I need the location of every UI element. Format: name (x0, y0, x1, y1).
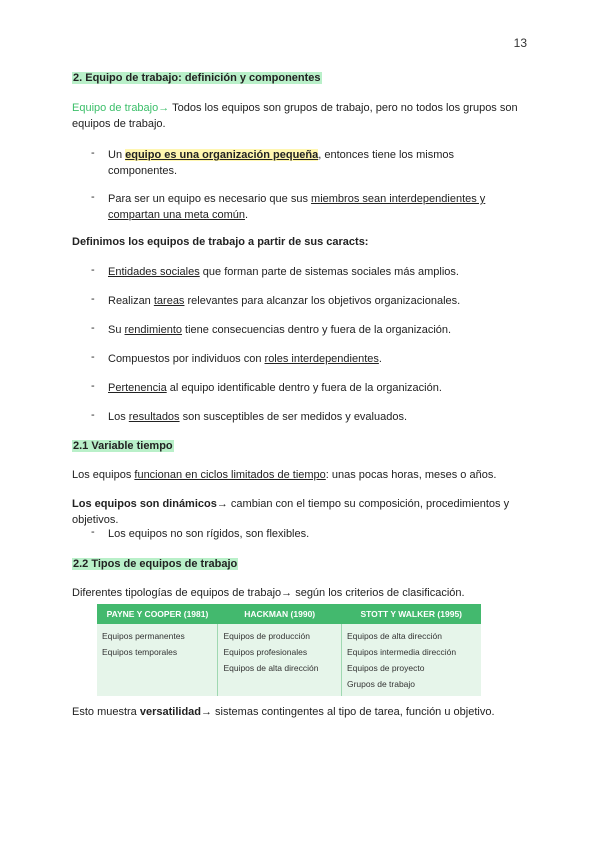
intro-paragraph (72, 100, 522, 132)
table-cell-item: Equipos profesionales (223, 647, 308, 657)
list-item (108, 351, 528, 367)
intro-text: Todos los equipos son grupos de trabajo, pero no todos los grupos son equipos de trabajo. (72, 102, 518, 130)
section-2-2-title (72, 556, 238, 572)
bullet-dash: - (91, 293, 95, 305)
bullet-underline: Pertenencia (108, 382, 167, 394)
text-post: → cambian con el tiempo su composición, procedimientos y objetivos. (72, 498, 510, 526)
bullet-dash: - (91, 526, 95, 538)
section-2-2-title-text: 2.2 Tipos de equipos de trabajo (73, 558, 238, 570)
bullet-dash: - (91, 409, 95, 421)
paragraph (72, 496, 532, 528)
bullet-post: . (244, 209, 249, 221)
table-header: PAYNE Y COOPER (1981) (97, 604, 218, 624)
bullet-pre: Su (108, 324, 125, 336)
intro-arrow: → (158, 102, 170, 114)
table-header: STOTT Y WALKER (1995) (341, 604, 481, 624)
bullet-pre: Compuestos por individuos con (108, 353, 265, 365)
bullet-dash: - (91, 322, 95, 334)
bullet-pre: Los (108, 411, 129, 423)
table-cell-item: Equipos de alta dirección (223, 663, 319, 673)
defin-title: Definimos los equipos de trabajo a partir de sus caracts: (72, 236, 369, 248)
page-number: 13 (513, 36, 527, 50)
text-bold: Los equipos son dinámicos (72, 498, 217, 510)
bullet-pre: Realizan (108, 295, 154, 307)
table-cell-item: Equipos permanentes (102, 631, 185, 641)
table-cell-item: Equipos de proyecto (346, 663, 425, 673)
section-title (72, 70, 322, 86)
bullet-pre: Para ser un equipo es necesario que sus (108, 193, 312, 205)
list-item (108, 264, 528, 280)
bullet-dash: - (91, 264, 95, 276)
text-underline: funcionan en ciclos limitados de tiempo (134, 469, 326, 481)
list-item (108, 147, 478, 179)
text-post: : unas pocas horas, meses o años. (325, 469, 497, 481)
section-2-1-title-text: 2.1 Variable tiempo (73, 440, 173, 452)
bullet-dash: - (91, 147, 95, 159)
bullet-underline: Entidades sociales (108, 266, 200, 278)
text-pre: Los equipos (72, 469, 135, 481)
section-2-1-title (72, 438, 174, 454)
bullet-post: al equipo identificable dentro y fuera de la organización. (166, 382, 442, 394)
table-cell (341, 624, 481, 696)
table-cell-item: Equipos de alta dirección (346, 631, 442, 641)
bullet-post: , entonces tiene los mismos componentes. (108, 149, 454, 177)
bullet-post: que forman parte de sistemas sociales más amplios. (199, 266, 459, 278)
bullet-post: tiene consecuencias dentro y fuera de la organización. (182, 324, 452, 336)
bullet-dash: - (91, 191, 95, 203)
table-cell-item: Equipos intermedia dirección (346, 647, 457, 657)
bullet-post: . (378, 353, 382, 365)
bullet-pre: Un (108, 149, 126, 161)
bullet-post: son susceptibles de ser medidos y evaluados. (179, 411, 408, 423)
bullet-underline: tareas (153, 295, 185, 307)
paragraph (72, 704, 532, 720)
table-cell (218, 624, 342, 696)
table-cell-item: Equipos de producción (223, 631, 310, 641)
text-bold: versatilidad (139, 706, 201, 718)
bullet-underline: miembros sean interdependientes y compartan una meta común (108, 193, 486, 221)
list-item (108, 409, 528, 425)
section-title-text: 2. Equipo de trabajo: definición y componentes (73, 72, 321, 84)
list-item (108, 293, 528, 309)
text-post: → sistemas contingentes al tipo de tarea, función u objetivo. (201, 706, 495, 718)
list-item (108, 191, 503, 223)
table-header: HACKMAN (1990) (218, 604, 342, 624)
bullet-dash: - (91, 351, 95, 363)
table-cell-item: Grupos de trabajo (346, 679, 416, 689)
bullet-underline: roles interdependientes (264, 353, 379, 365)
list-item (108, 380, 528, 396)
text-pre: Esto muestra (72, 706, 140, 718)
bullet-underline: resultados (128, 411, 180, 423)
list-item (108, 322, 528, 338)
table-cell (97, 624, 218, 696)
bullet-dash: - (91, 380, 95, 392)
list-item: Los equipos no son rígidos, son flexibles. (108, 528, 310, 540)
bullet-underline: rendimiento (124, 324, 182, 336)
bullet-highlight: equipo es una organización pequeña (125, 149, 319, 161)
intro-term: Equipo de trabajo (72, 102, 159, 114)
types-table (97, 604, 481, 696)
paragraph (72, 467, 532, 483)
paragraph: Diferentes tipologías de equipos de trabajo→ según los criterios de clasificación. (72, 587, 465, 599)
table-cell-item: Equipos temporales (102, 647, 178, 657)
bullet-post: relevantes para alcanzar los objetivos organizacionales. (184, 295, 461, 307)
